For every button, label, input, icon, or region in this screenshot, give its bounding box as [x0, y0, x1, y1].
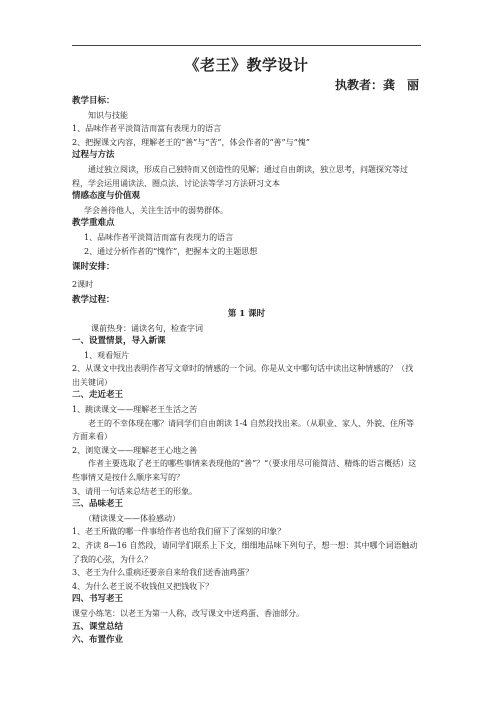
- goals-sub-attitude: 情感态度与价值观: [72, 191, 141, 202]
- goals-sub-knowledge: 知识与技能: [88, 110, 128, 120]
- section-paragraph: 老王的不幸体现在哪？请同学们自由朗读 1-4 自然段找出来。（从职业、家人、外貌、住所等方面来看）: [72, 418, 414, 442]
- key-point-item: 1、品味作者平淡简洁而富有表现力的语言: [84, 232, 234, 242]
- goal-item: 2、把握课文内容，理解老王的“善”与“苦”，体会作者的“善”与“愧”: [72, 137, 310, 147]
- section-item: 2、浏览课文——理解老王心地之善: [72, 445, 198, 455]
- section-heading: 四、书写老王: [72, 594, 124, 605]
- goals-sub-method: 过程与方法: [72, 150, 115, 161]
- goal-item: 1、品味作者平淡简洁而富有表现力的语言: [72, 124, 222, 134]
- key-point-item: 2、通过分析作者的“愧怍”，把握本文的主题思想: [84, 246, 258, 256]
- lesson-title: 第 1 课时: [227, 308, 266, 319]
- section-item: 1、老王所做的哪一件事给作者也给我们留下了深刻的印象？: [72, 527, 286, 537]
- section-heading: 六、布置作业: [72, 635, 124, 646]
- section-item: 1、跳读课文——理解老王生活之苦: [72, 405, 198, 415]
- section-item: 2、齐读 8—16 自然段，请同学们联系上下文，细细地品味下列句子，想一想：其中哪个词语触动了我的心弦，为什么？: [72, 541, 418, 564]
- document-page: [72, 55, 421, 648]
- goals-heading: 教学目标：: [72, 96, 115, 106]
- process-heading: 教学过程：: [72, 295, 115, 306]
- section-heading: 二、走近老王: [72, 390, 124, 401]
- section-item: 2、从课文中找出表明作者写文章时的情感的一个词。你是从文中哪句话中读出这种情感的？（找出关键词）: [72, 364, 414, 387]
- page-title: 《老王》教学设计: [184, 56, 309, 74]
- author-line: 执教者：龚 丽: [334, 78, 419, 92]
- section-paragraph: 作者主要选取了老王的哪些事情来表现他的“善”？“（要求用尽可能简洁、精炼的语言概括）这些事情又是按什么顺序来写的？: [72, 459, 417, 483]
- header-rule: [72, 45, 421, 46]
- section-item: 3、请用一句话来总结老王的形象。: [72, 486, 198, 496]
- schedule-heading: 课时安排：: [72, 262, 115, 273]
- warmup-line: 课前热身：诵读名句，检查字词: [91, 323, 203, 333]
- section-paragraph: 课堂小练笔：以老王为第一人称，改写课文中送鸡蛋、香油部分。: [72, 608, 304, 618]
- key-points-heading: 教学重难点: [72, 218, 115, 229]
- schedule-value: 2课时: [72, 279, 94, 289]
- section-heading: 一、设置情景，导入新课: [72, 336, 166, 347]
- method-paragraph: 通过独立阅读，形成自己独特而又创造性的见解；通过自由朗读，独立思考，问题探究等过程，学会运用诵读法、圈点法、讨论法等学习方法研习文本: [72, 164, 408, 188]
- section-heading: 三、品味老王: [72, 499, 124, 510]
- section-item: 1、观看短片: [84, 350, 130, 360]
- section-item: 4、为什么老王说不收钱但又把钱收下？: [72, 581, 214, 591]
- section-heading: 五、课堂总结: [72, 621, 124, 632]
- section-note: （精读课文——体验感动）: [84, 513, 180, 523]
- section-item: 3、老王为什么重病还要亲自来给我们送香油鸡蛋？: [72, 568, 254, 578]
- attitude-paragraph: 学会善待他人，关注生活中的弱势群体。: [84, 205, 228, 215]
